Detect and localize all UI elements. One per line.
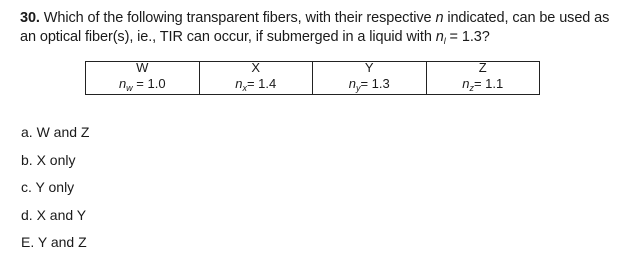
question-line1-part2: indicated, can be used as	[443, 10, 610, 26]
fiber-n-value: = 1.3	[360, 76, 390, 91]
fiber-cell-y	[313, 62, 427, 94]
option-c[interactable]: c. Y only	[21, 179, 75, 196]
option-e[interactable]: E. Y and Z	[21, 234, 87, 251]
option-d[interactable]: d. X and Y	[21, 206, 87, 223]
fiber-n-subscript: w	[126, 83, 133, 93]
fiber-n-subscript: y	[355, 83, 361, 93]
fiber-n-value: = 1.1	[473, 76, 504, 91]
fiber-n: n	[118, 76, 127, 91]
answer-options	[21, 124, 89, 262]
fiber-n-subscript: z	[469, 83, 474, 93]
fiber-index	[462, 76, 503, 96]
question-line1-part1: Which of the following transparent fibers, with their respective	[43, 10, 436, 26]
fiber-n-subscript: x	[242, 83, 247, 93]
fiber-n: n	[462, 76, 470, 91]
fiber-index	[119, 76, 166, 96]
fiber-n-value: = 1.4	[246, 76, 277, 91]
question-line2-part1: an optical fiber(s), ie., TIR can occur, if submerged in a liquid with	[20, 29, 436, 45]
option-a[interactable]: a. W and Z	[21, 124, 90, 140]
question-line-2	[20, 28, 610, 51]
fiber-table	[85, 61, 540, 95]
option-b[interactable]: b. X only	[21, 151, 76, 168]
question-n-italic: n	[435, 10, 444, 26]
fiber-n: n	[235, 76, 243, 91]
fiber-cell-x	[200, 62, 314, 94]
fiber-cell-z	[427, 62, 540, 94]
question-line-1	[20, 9, 610, 28]
fiber-n: n	[348, 76, 356, 91]
liquid-n-value: = 1.3?	[445, 29, 490, 45]
liquid-n-subscript: l	[443, 36, 446, 46]
question-number: 30.	[20, 10, 40, 26]
fiber-label: W	[136, 60, 149, 75]
fiber-n-value: = 1.0	[132, 76, 166, 91]
fiber-label: X	[251, 60, 261, 75]
fiber-label: Y	[364, 60, 374, 75]
fiber-cell-w	[86, 62, 200, 94]
fiber-index	[235, 76, 276, 96]
question-text	[20, 9, 610, 51]
fiber-label: Z	[478, 60, 487, 75]
liquid-n: n	[435, 29, 444, 45]
fiber-index	[349, 76, 390, 96]
